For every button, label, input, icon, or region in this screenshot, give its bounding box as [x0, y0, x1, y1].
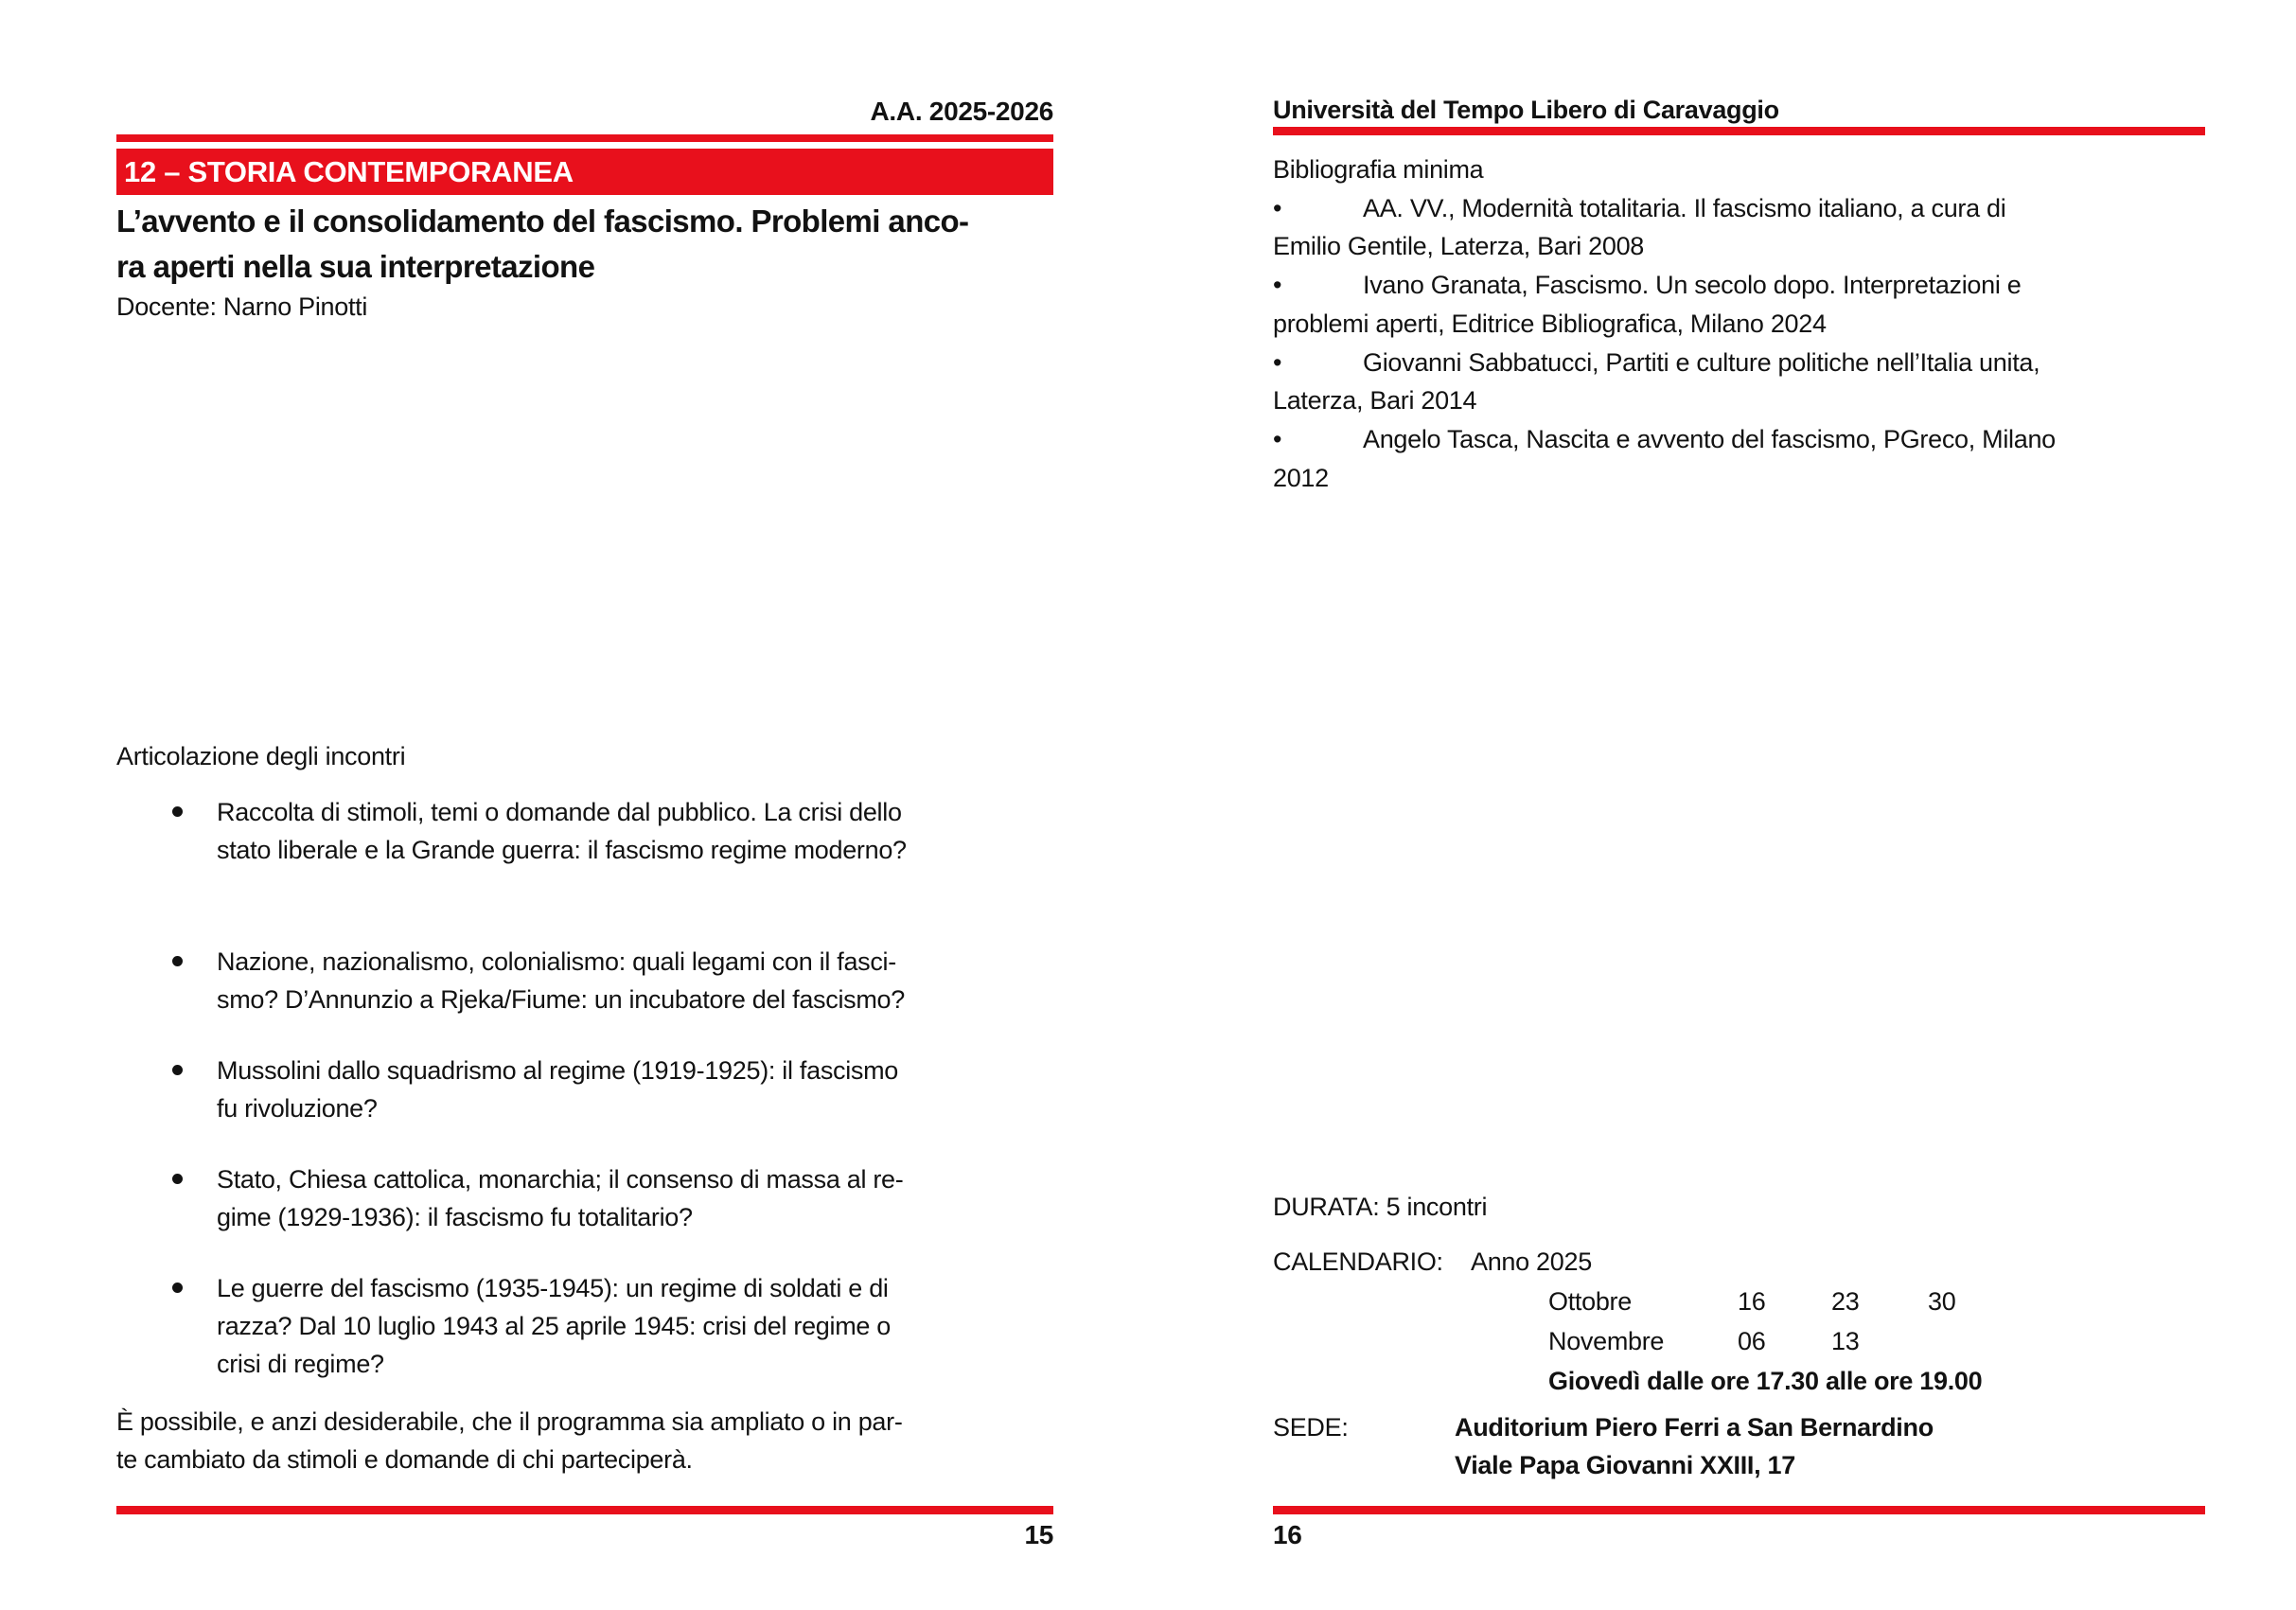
calendar-month-row	[1273, 1321, 2205, 1361]
bullet-icon: •	[1273, 271, 1282, 300]
sede-address: Viale Papa Giovanni XXIII, 17	[1455, 1451, 1795, 1479]
bullet-item	[116, 1160, 1053, 1236]
calendar-day: 30	[1928, 1287, 1956, 1316]
closing-paragraph	[116, 1403, 1053, 1478]
header-rule-left	[116, 134, 1053, 142]
calendario-year: Anno 2025	[1471, 1247, 1592, 1276]
closing-paragraph-line: te cambiato da stimoli e domande di chi parteciperà.	[116, 1445, 693, 1474]
bibliography-text: AA. VV., Modernità totalitaria. Il fascismo italiano, a cura di	[1363, 193, 2006, 222]
calendar-month: Ottobre	[1548, 1287, 1632, 1316]
course-title	[116, 199, 1053, 290]
calendar-schedule-row	[1273, 1361, 2205, 1401]
course-title-line-2: ra aperti nella sua interpretazione	[116, 249, 595, 284]
calendar-day: 13	[1831, 1327, 1860, 1355]
bibliography-text: Ivano Granata, Fascismo. Un secolo dopo. Interpretazioni e	[1363, 271, 2022, 300]
bullet-icon: •	[1273, 424, 1282, 453]
bibliography-heading: Bibliografia minima	[1273, 155, 1484, 184]
sede-label: SEDE:	[1273, 1413, 1349, 1442]
bullet-line: Stato, Chiesa cattolica, monarchia; il consenso di massa al re-	[217, 1165, 904, 1194]
calendario-label: CALENDARIO:	[1273, 1247, 1443, 1276]
bullet-icon	[172, 806, 183, 817]
bibliography-row	[1273, 189, 2205, 228]
bullet-line: razza? Dal 10 luglio 1943 al 25 aprile 1945: crisi del regime o	[217, 1312, 892, 1340]
page-16	[1273, 0, 2205, 1610]
header-rule-right	[1273, 127, 2205, 135]
bullet-line: gime (1929-1936): il fascismo fu totalitario?	[217, 1203, 693, 1231]
footer-rule-right	[1273, 1506, 2205, 1514]
bullet-line: smo? D’Annunzio a Rjeka/Fiume: un incubatore del fascismo?	[217, 985, 905, 1014]
bullet-line: Nazione, nazionalismo, colonialismo: quali legami con il fasci-	[217, 947, 896, 976]
page-number-right: 16	[1273, 1520, 1302, 1549]
course-title-line-1: L’avvento e il consolidamento del fascismo. Problemi anco-	[116, 203, 969, 239]
bullet-item	[116, 1052, 1053, 1127]
edition-label: A.A. 2025-2026	[870, 97, 1053, 126]
bibliography-row	[1273, 420, 2205, 459]
sede-row	[1273, 1446, 2205, 1484]
bullet-line: Le guerre del fascismo (1935-1945): un regime di soldati e di	[217, 1274, 889, 1302]
bullet-icon	[172, 1174, 183, 1184]
durata-line: DURATA: 5 incontri	[1273, 1193, 1488, 1221]
bibliography-section	[1273, 150, 2205, 497]
bullet-icon: •	[1273, 347, 1282, 377]
course-banner	[116, 149, 1053, 195]
bibliography-row	[1273, 344, 2205, 382]
section-heading: Articolazione degli incontri	[116, 742, 406, 770]
calendar-day: 16	[1738, 1287, 1766, 1316]
bibliography-text: Angelo Tasca, Nascita e avvento del fascismo, PGreco, Milano	[1363, 424, 2056, 453]
calendar-month-row	[1273, 1282, 2205, 1321]
bibliography-row: problemi aperti, Editrice Bibliografica, Milano 2024	[1273, 309, 1827, 338]
sede-row	[1273, 1408, 2205, 1446]
bibliography-row: 2012	[1273, 463, 1329, 492]
bibliography-row: Emilio Gentile, Laterza, Bari 2008	[1273, 232, 1645, 261]
calendario-section	[1273, 1242, 2205, 1401]
footer-rule-left	[116, 1506, 1053, 1514]
calendar-month: Novembre	[1548, 1327, 1665, 1355]
bullet-line: crisi di regime?	[217, 1350, 384, 1378]
bibliography-row: Laterza, Bari 2014	[1273, 386, 1477, 416]
bullet-item	[116, 943, 1053, 1018]
bibliography-text: Giovanni Sabbatucci, Partiti e culture politiche nell’Italia unita,	[1363, 347, 2040, 377]
bullet-icon: •	[1273, 193, 1282, 222]
course-banner-label: 12 – STORIA CONTEMPORANEA	[124, 154, 574, 188]
bullet-icon	[172, 1065, 183, 1075]
university-header: Università del Tempo Libero di Caravaggio	[1273, 96, 1779, 124]
bullet-line: stato liberale e la Grande guerra: il fascismo regime moderno?	[217, 836, 907, 864]
calendar-day: 06	[1738, 1327, 1766, 1355]
docente-line: Docente: Narno Pinotti	[116, 292, 368, 321]
calendar-day: 23	[1831, 1287, 1860, 1316]
page-15	[116, 0, 1053, 1610]
bibliography-row	[1273, 266, 2205, 305]
bullet-item	[116, 793, 1053, 869]
bullet-icon	[172, 1283, 183, 1293]
sede-venue: Auditorium Piero Ferri a San Bernardino	[1455, 1413, 1934, 1442]
schedule-line: Giovedì dalle ore 17.30 alle ore 19.00	[1548, 1367, 1983, 1395]
bullet-line: Raccolta di stimoli, temi o domande dal pubblico. La crisi dello	[217, 798, 902, 826]
sede-section	[1273, 1408, 2205, 1484]
bullet-line: Mussolini dallo squadrismo al regime (1919-1925): il fascismo	[217, 1056, 899, 1085]
bullet-item	[116, 1269, 1053, 1383]
closing-paragraph-line: È possibile, e anzi desiderabile, che il programma sia ampliato o in par-	[116, 1407, 903, 1436]
bullet-line: fu rivoluzione?	[217, 1094, 378, 1123]
calendario-row	[1273, 1242, 2205, 1282]
page-number-left: 15	[1024, 1520, 1053, 1549]
bullet-icon	[172, 956, 183, 966]
